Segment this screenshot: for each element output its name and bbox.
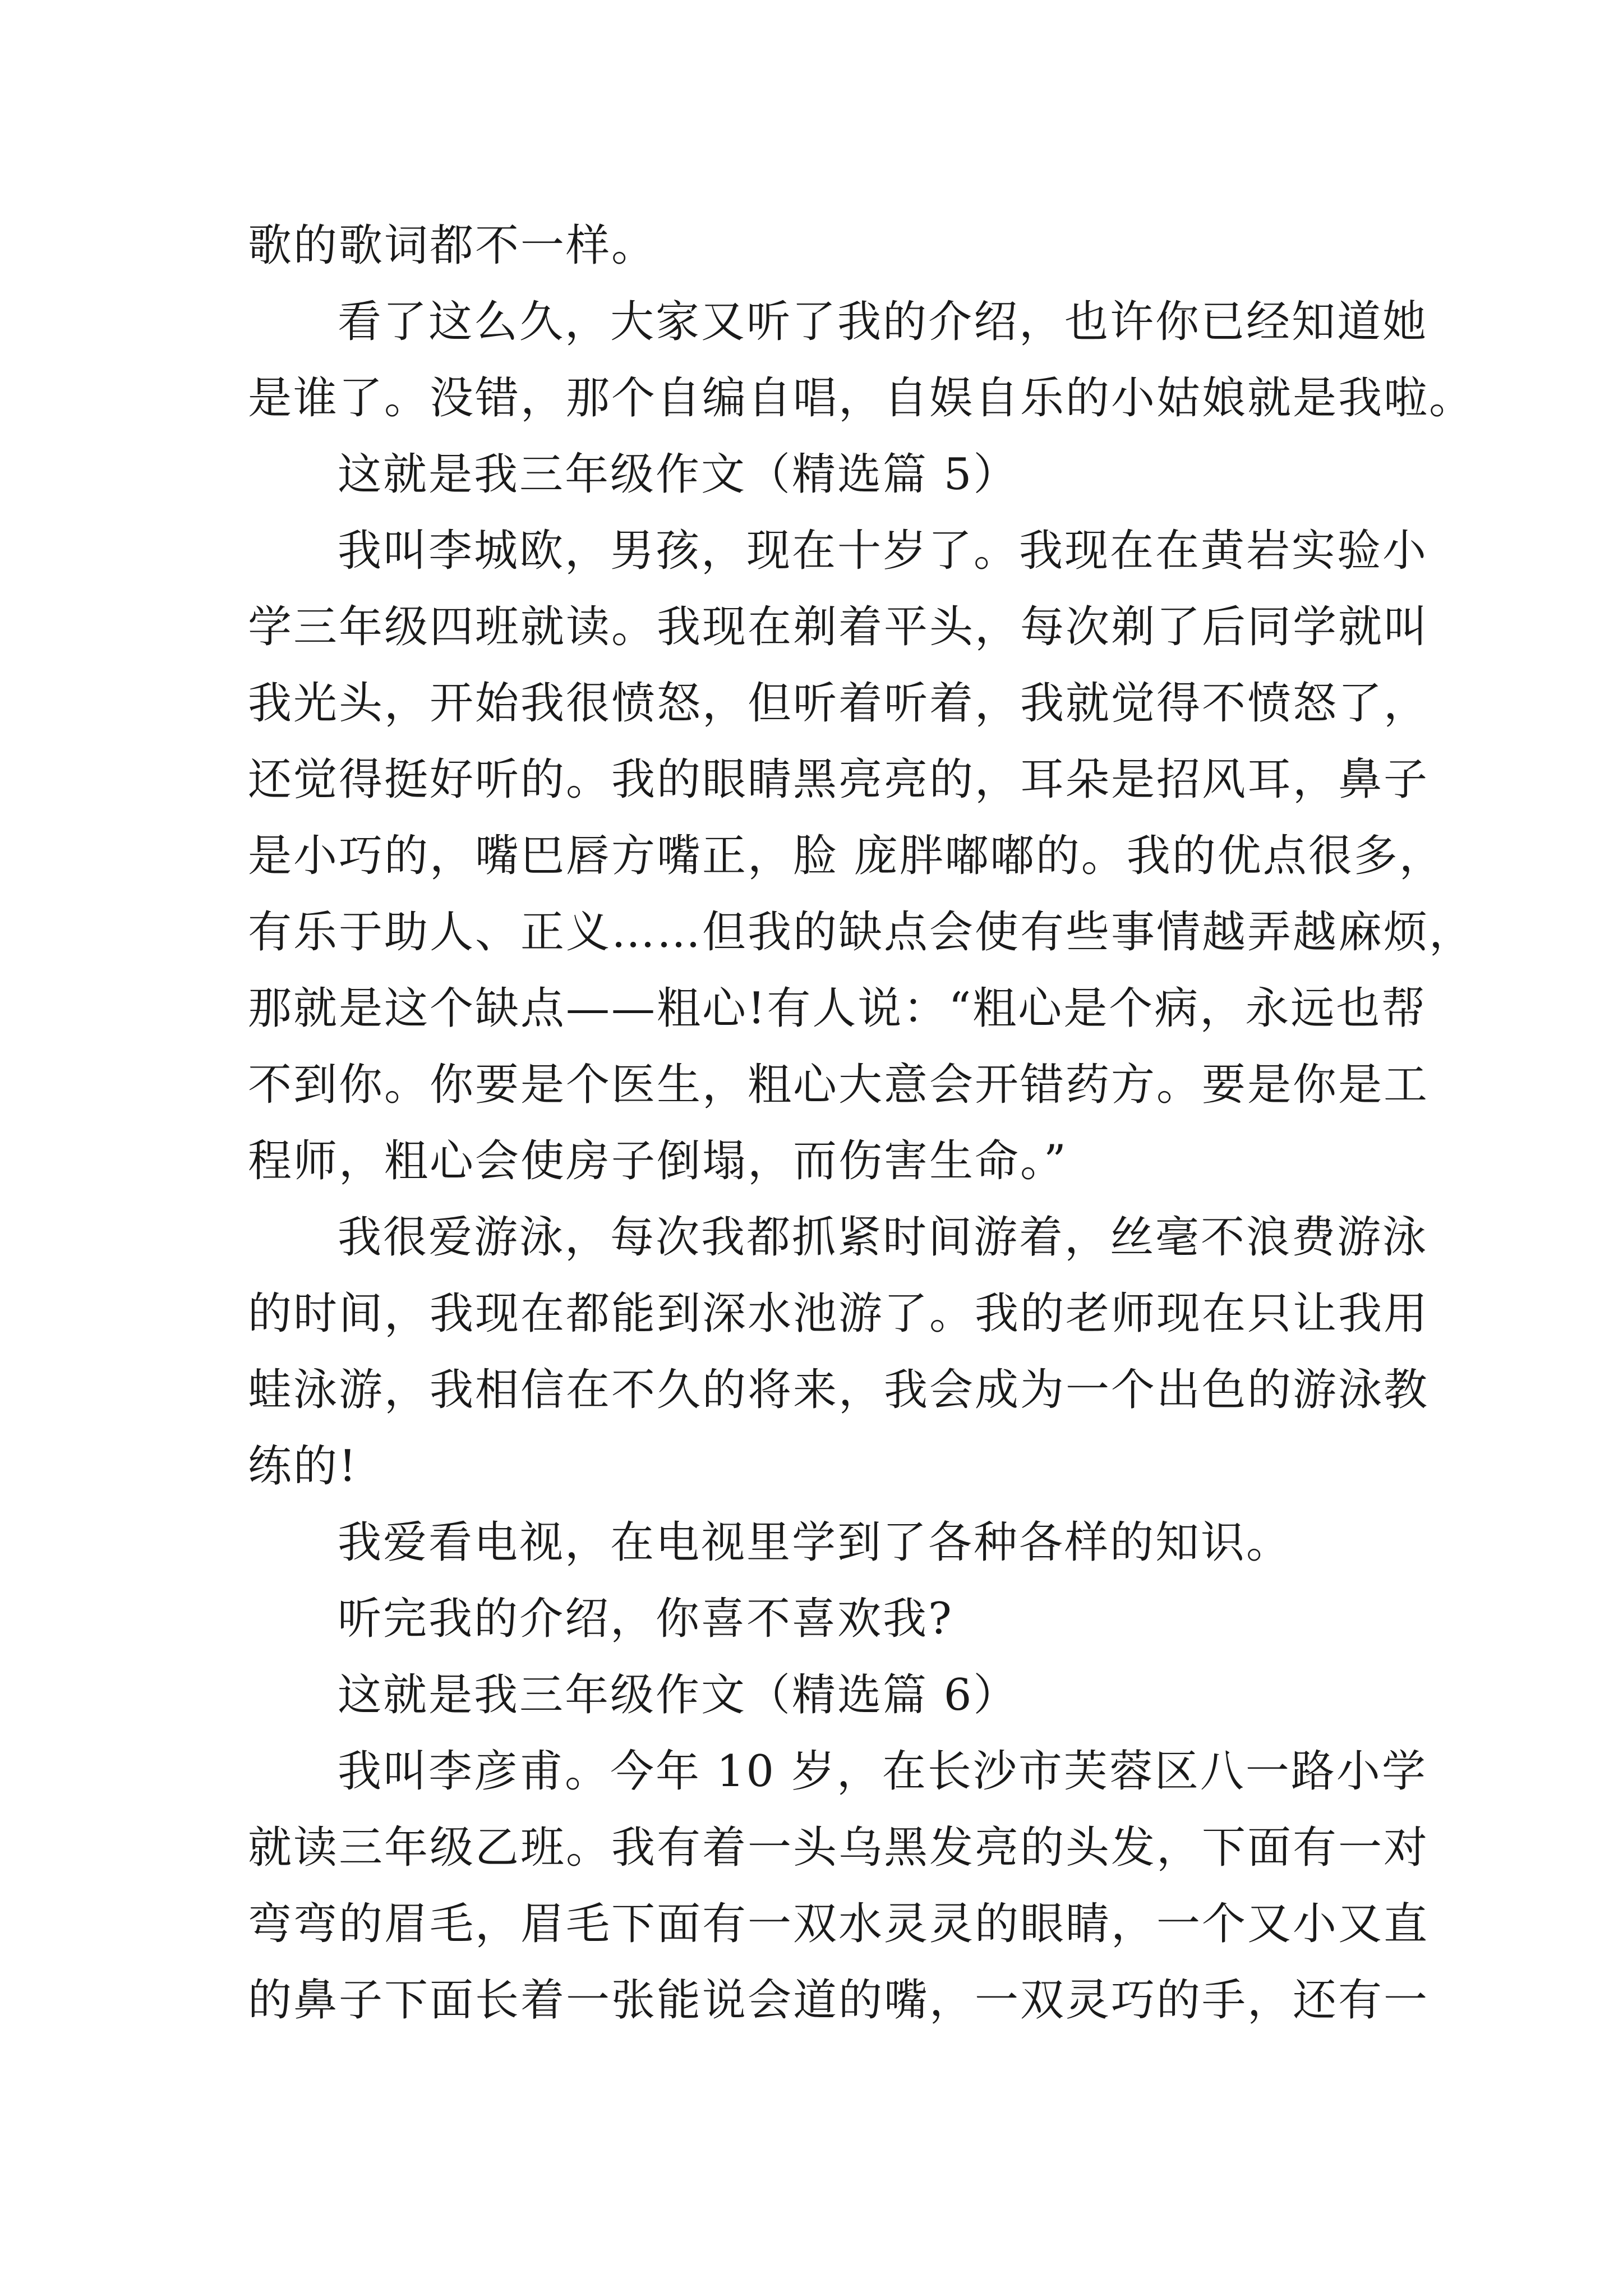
text-line: 看了这么久，大家又听了我的介绍，也许你已经知道她	[338, 297, 1428, 347]
text-line: 这就是我三年级作文（精选篇 6）	[338, 1670, 1019, 1720]
text-line: 是谁了。没错，那个自编自唱，自娱自乐的小姑娘就是我啦。	[248, 373, 1475, 424]
text-line: 有乐于助人、正义……但我的缺点会使有些事情越弄越麻烦，	[248, 907, 1475, 958]
text-line: 我光头，开始我很愤怒，但听着听着，我就觉得不愤怒了，	[248, 678, 1430, 729]
text-line: 我叫李彦甫。今年 10 岁，在长沙市芙蓉区八一路小学	[338, 1746, 1427, 1797]
text-line: 歌的歌词都不一样。	[248, 220, 657, 271]
text-line: 弯弯的眉毛，眉毛下面有一双水灵灵的眼睛，一个又小又直	[248, 1899, 1430, 1949]
text-line: 学三年级四班就读。我现在剃着平头，每次剃了后同学就叫	[248, 602, 1430, 652]
text-line: 还觉得挺好听的。我的眼睛黑亮亮的，耳朵是招风耳，鼻子	[248, 754, 1430, 805]
text-line: 就读三年级乙班。我有着一头乌黑发亮的头发，下面有一对	[248, 1823, 1430, 1873]
text-line: 的鼻子下面长着一张能说会道的嘴，一双灵巧的手，还有一	[248, 1975, 1430, 2026]
text-line: 蛙泳游，我相信在不久的将来，我会成为一个出色的游泳教	[248, 1365, 1430, 1415]
text-line: 不到你。你要是个医生，粗心大意会开错药方。要是你是工	[248, 1060, 1430, 1110]
text-line: 听完我的介绍，你喜不喜欢我?	[338, 1594, 953, 1644]
text-line: 那就是这个缺点——粗心!有人说：“粗心是个病，永远也帮	[248, 983, 1427, 1034]
text-line: 程师，粗心会使房子倒塌，而伤害生命。”	[248, 1136, 1068, 1186]
text-line: 我爱看电视，在电视里学到了各种各样的知识。	[338, 1517, 1292, 1568]
document-body	[248, 208, 1475, 2039]
text-line: 是小巧的，嘴巴唇方嘴正，脸 庞胖嘟嘟的。我的优点很多，	[248, 831, 1445, 881]
text-line: 这就是我三年级作文（精选篇 5）	[338, 449, 1019, 500]
text-line: 的时间，我现在都能到深水池游了。我的老师现在只让我用	[248, 1289, 1430, 1339]
text-line: 我很爱游泳，每次我都抓紧时间游着，丝毫不浪费游泳	[338, 1212, 1428, 1263]
text-line: 练的!	[248, 1441, 358, 1492]
text-line: 我叫李城欧，男孩，现在十岁了。我现在在黄岩实验小	[338, 526, 1428, 576]
